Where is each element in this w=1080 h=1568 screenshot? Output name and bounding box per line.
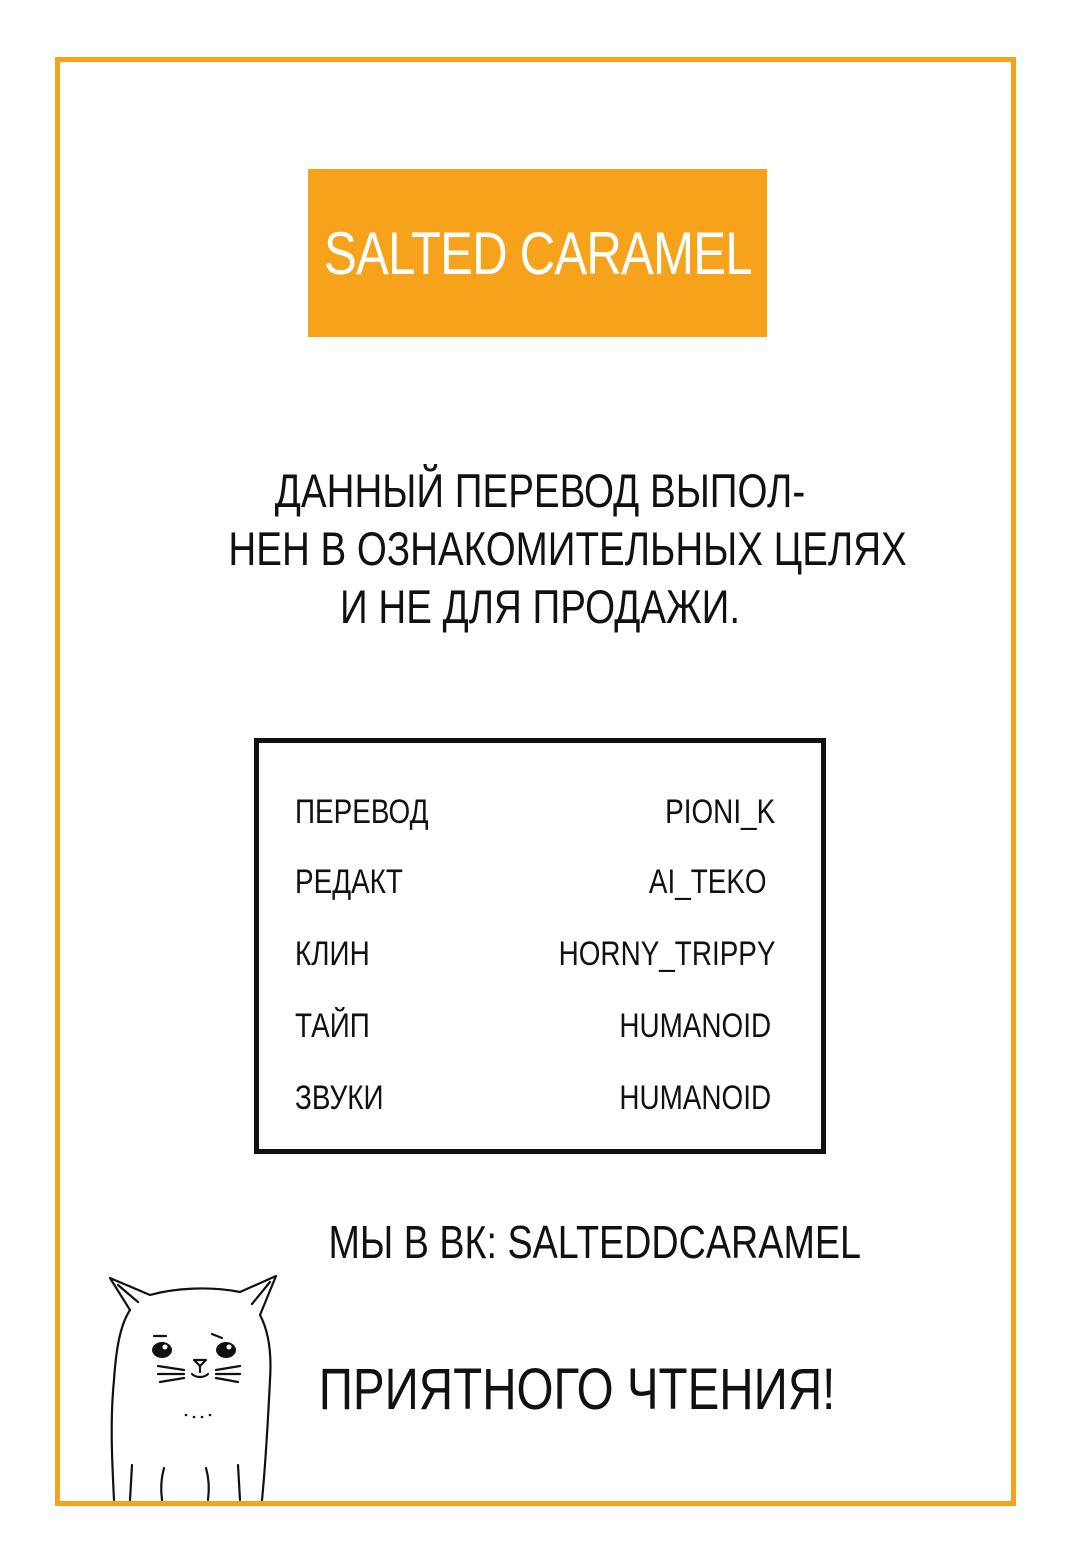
credit-row (295, 793, 775, 837)
credit-name: HUMANOID (619, 1079, 771, 1117)
disclaimer-line: И НЕ ДЛЯ ПРОДАЖИ. (339, 580, 741, 633)
credit-role: ТАЙП (295, 1007, 370, 1045)
closing-text: ПРИЯТНОГО ЧТЕНИЯ! (318, 1357, 836, 1422)
vk-text: МЫ В ВК: SALTEDDCARAMEL (328, 1216, 862, 1268)
credit-row (295, 1007, 775, 1051)
credit-role: РЕДАКТ (295, 863, 403, 901)
disclaimer-line: ДАННЫЙ ПЕРЕВОД ВЫПОЛ- (274, 464, 806, 517)
disclaimer-line: НЕН В ОЗНАКОМИТЕЛЬНЫХ ЦЕЛЯХ (228, 522, 907, 575)
credit-role: ЗВУКИ (295, 1079, 384, 1117)
credit-role: ПЕРЕВОД (295, 793, 429, 831)
page-title: SALTED CARAMEL (323, 219, 752, 287)
credit-row (295, 1079, 775, 1123)
credit-row (295, 935, 775, 979)
credit-name: AI_TEKO (649, 863, 767, 901)
credit-role: КЛИН (295, 935, 370, 973)
closing-message (262, 1356, 836, 1423)
credit-name: HORNY_TRIPPY (558, 935, 775, 973)
title-banner (308, 169, 767, 337)
credit-name: HUMANOID (619, 1007, 771, 1045)
credit-row (295, 863, 775, 907)
credit-name: PIONI_K (664, 793, 775, 831)
credits-box (254, 738, 826, 1154)
vk-link (270, 1215, 862, 1269)
cat-icon (100, 1270, 285, 1505)
disclaimer (160, 462, 920, 636)
